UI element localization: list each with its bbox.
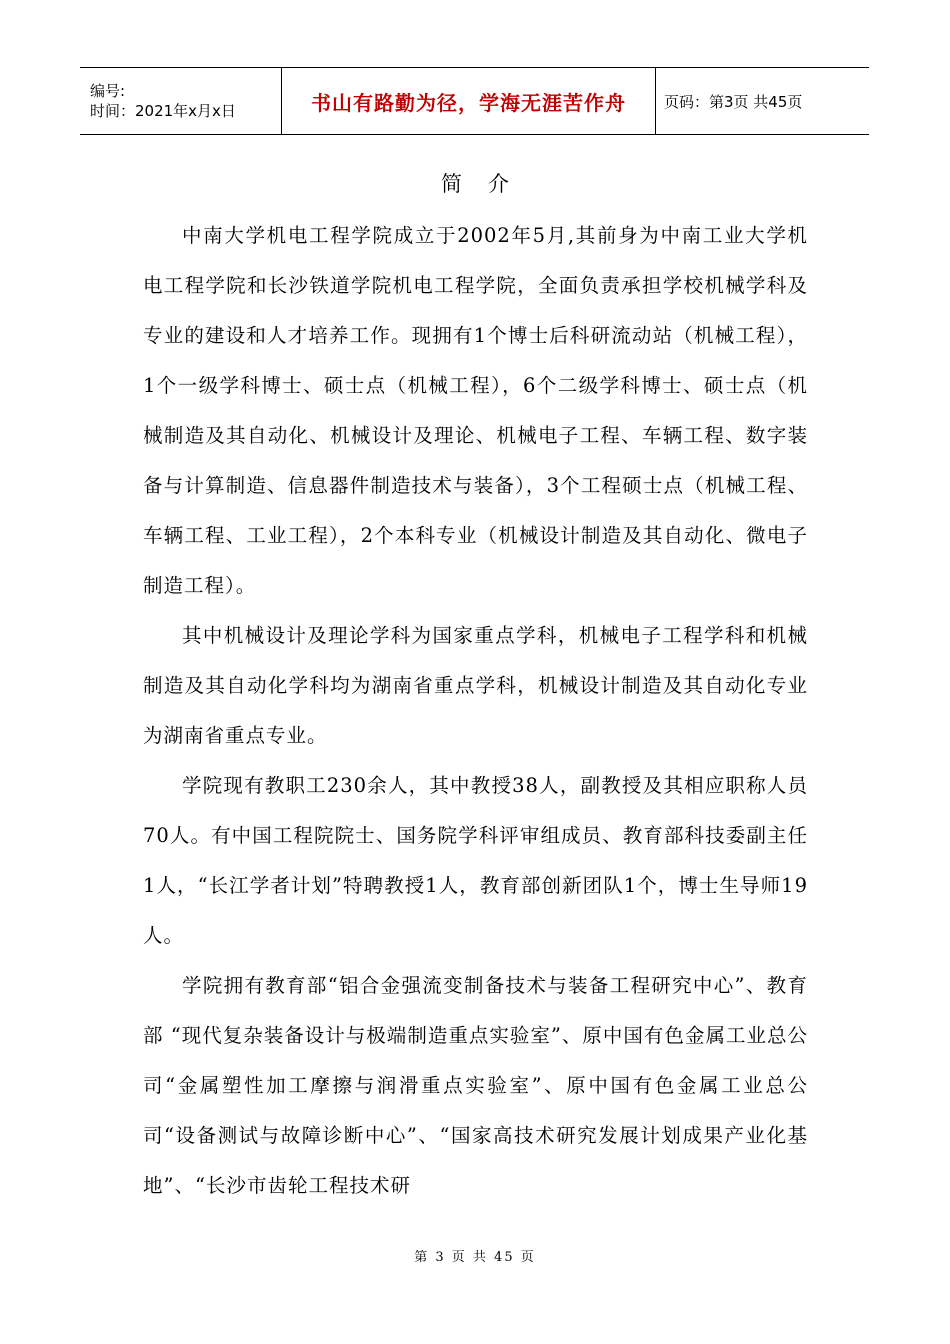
paragraph: 学院现有教职工230余人，其中教授38人，副教授及其相应职称人员70人。有中国工程院院士、国务院学科评审组成员、教育部科技委副主任1人，“长江学者计划”特聘教授1人，教育部创新团队1个，博士生导师19人。 [143,774,808,947]
paragraph: 中南大学机电工程学院成立于2002年5月,其前身为中南工业大学机电工程学院和长沙铁道学院机电工程学院，全面负责承担学校机械学科及专业的建设和人才培养工作。现拥有1个博士后科研流动站（机械工程），1个一级学科博士、硕士点（机械工程），6个二级学科博士、硕士点（机械制造及其自动化、机械设计及理论、机械电子工程、车辆工程、数字装备与计算制造、信息器件制造技术与装备），3个工程硕士点（机械工程、车辆工程、工业工程），2个本科专业（机械设计制造及其自动化、微电子制造工程）。 [143,224,808,597]
number-label: 编号: [90,82,126,100]
document-header [80,67,869,135]
page-footer: 第 3 页 共 45 页 [414,1250,536,1265]
page-code: 页码：第3页 共45页 [664,92,803,111]
header-meta-cell [80,68,282,134]
paragraph: 其中机械设计及理论学科为国家重点学科，机械电子工程学科和机械制造及其自动化学科均为湖南省重点学科，机械设计制造及其自动化专业为湖南省重点专业。 [143,624,808,747]
slogan-text: 书山有路勤为径，学海无涯苦作舟 [311,90,626,115]
document-body [143,211,808,1211]
header-page-cell [656,68,869,134]
header-slogan-cell [282,68,656,134]
page-title: 简介 [441,172,535,196]
time-label: 时间：2021年x月x日 [90,102,236,120]
paragraph: 学院拥有教育部“铝合金强流变制备技术与装备工程研究中心”、教育部 “现代复杂装备设计与极端制造重点实验室”、原中国有色金属工业总公司“金属塑性加工摩擦与润滑重点实验室”、原中国有色金属工业总公司“设备测试与故障诊断中心”、“国家高技术研究发展计划成果产业化基地”、“长沙市齿轮工程技术研 [143,974,808,1197]
